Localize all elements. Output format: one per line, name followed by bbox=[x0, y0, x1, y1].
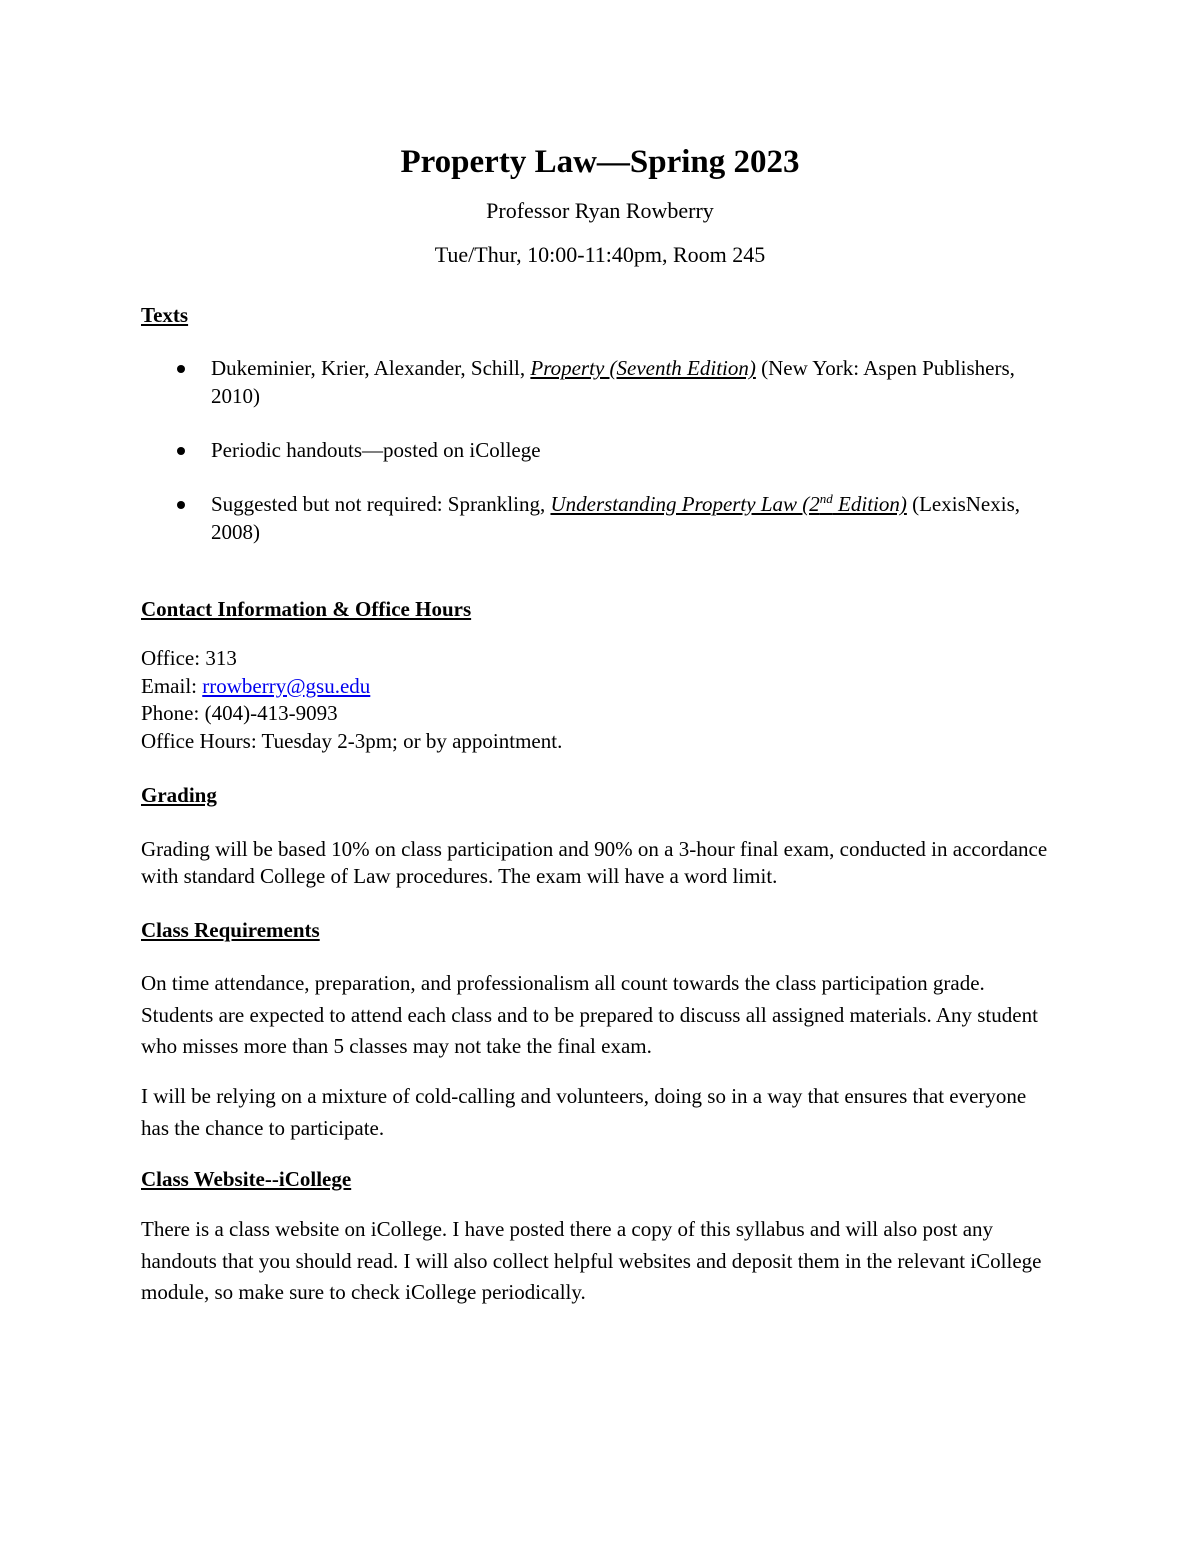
email-link[interactable]: rrowberry@gsu.edu bbox=[202, 673, 371, 698]
list-item bbox=[141, 490, 1059, 546]
book-title: Property (Seventh Edition) bbox=[530, 356, 756, 380]
requirements-paragraph-2: I will be relying on a mixture of cold-calling and volunteers, doing so in a way that ensures that everyone has the chance to participate. bbox=[141, 1084, 1027, 1140]
requirements-heading: Class Requirements bbox=[141, 918, 320, 942]
bullet-icon bbox=[177, 365, 185, 373]
email-line bbox=[141, 673, 562, 701]
professor-name: Professor Ryan Rowberry bbox=[486, 198, 714, 223]
class-schedule: Tue/Thur, 10:00-11:40pm, Room 245 bbox=[434, 242, 766, 267]
hours-value: Tuesday 2-3pm; or by appointment. bbox=[261, 728, 563, 753]
list-item bbox=[141, 354, 1059, 410]
texts-heading: Texts bbox=[141, 303, 189, 327]
hours-label: Office Hours: bbox=[141, 728, 262, 753]
texts-list bbox=[141, 354, 1059, 572]
contact-heading: Contact Information & Office Hours bbox=[141, 597, 472, 621]
phone-label: Phone: bbox=[141, 701, 205, 725]
bullet-icon bbox=[177, 447, 185, 455]
requirements-paragraph-1: On time attendance, preparation, and professionalism all count towards the class participation grade. Students are expected to attend each class and to be prepared to discuss all assigned materials. Any student who misses more than 5 classes may not take the final exam. bbox=[141, 971, 1038, 1058]
list-item bbox=[141, 436, 1059, 464]
grading-text: Grading will be based 10% on class participation and 90% on a 3-hour final exam, conducted in accordance with standard College of Law procedures. The exam will have a word limit. bbox=[141, 837, 1048, 888]
phone-line bbox=[141, 700, 562, 728]
item-text-after: (New York: Aspen Publishers, 2010) bbox=[211, 356, 1015, 408]
item-text-before: Suggested but not required: Sprankling, bbox=[211, 492, 551, 516]
page-title: Property Law—Spring 2023 bbox=[400, 144, 800, 180]
bullet-icon bbox=[177, 501, 185, 509]
item-text-after: (LexisNexis, 2008) bbox=[211, 492, 1021, 544]
item-text-before: Dukeminier, Krier, Alexander, Schill, bbox=[211, 356, 531, 380]
office-line bbox=[141, 645, 562, 673]
book-title-part: Understanding Property Law (2 bbox=[550, 492, 820, 516]
book-title-part: Edition) bbox=[832, 492, 907, 516]
website-text: There is a class website on iCollege. I have posted there a copy of this syllabus and will also post any handouts that you should read. I will also collect helpful websites and deposit them in the relevant iCollege module, so make sure to check iCollege periodically. bbox=[141, 1217, 1042, 1304]
website-heading: Class Website--iCollege bbox=[141, 1167, 352, 1191]
book-title bbox=[550, 492, 906, 516]
office-label: Office: bbox=[141, 646, 206, 670]
hours-line bbox=[141, 728, 562, 756]
item-text: Periodic handouts—posted on iCollege bbox=[211, 438, 541, 462]
email-label: Email: bbox=[141, 673, 203, 698]
contact-info bbox=[141, 645, 562, 755]
phone-value: (404)-413-9093 bbox=[204, 701, 338, 725]
grading-heading: Grading bbox=[141, 783, 217, 807]
office-value: 313 bbox=[205, 646, 237, 670]
book-title-superscript: nd bbox=[819, 491, 833, 506]
